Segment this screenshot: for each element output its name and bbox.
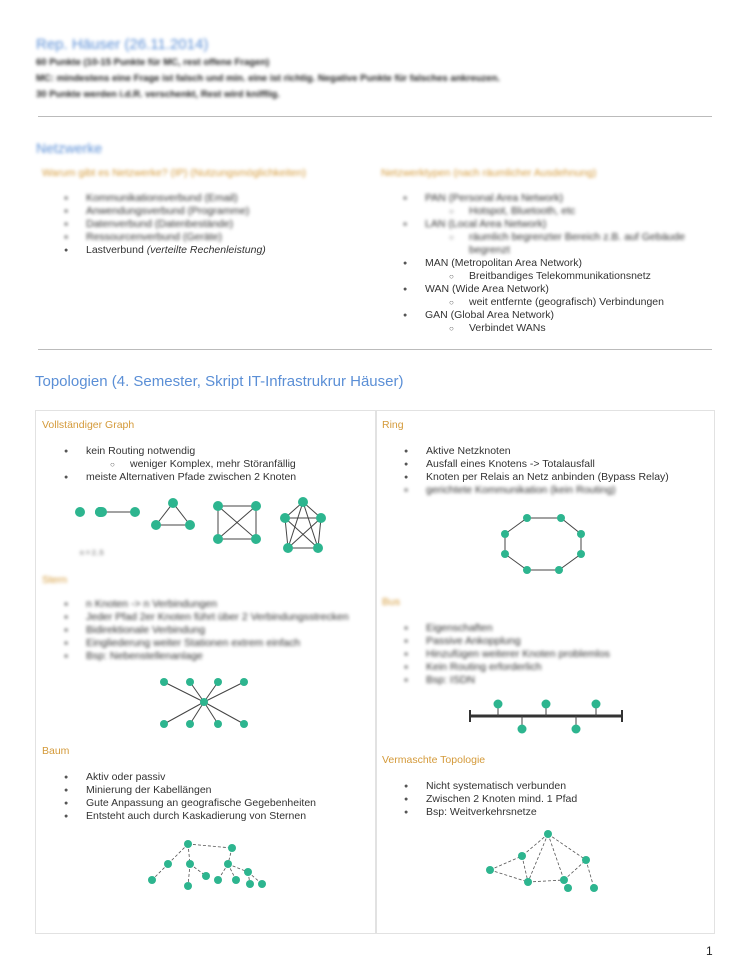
page-number: 1 bbox=[706, 944, 713, 958]
list-item: ● Eigenschaften bbox=[404, 622, 709, 635]
netzwerke-left-list bbox=[64, 192, 344, 257]
star-topology-diagram bbox=[150, 672, 260, 732]
netzwerke-right-list bbox=[403, 192, 713, 335]
heading-vollstaendiger-graph: Vollständiger Graph bbox=[42, 419, 135, 431]
list-item: ● Jeder Pfad 2er Knoten führt über 2 Verbindungsstrecken bbox=[64, 611, 374, 624]
section-title-topologien: Topologien (4. Semester, Skript IT-Infrastrukrur Häuser) bbox=[35, 373, 404, 390]
list-item: ● Ressourcenverbund (Geräte) bbox=[64, 231, 344, 244]
stern-list bbox=[64, 598, 374, 663]
list-item: ● WAN (Wide Area Network) bbox=[403, 283, 713, 296]
divider bbox=[38, 349, 712, 350]
list-item: ● Eingliederung weiter Stationen extrem einfach bbox=[64, 637, 374, 650]
list-item: ● Bidirektionale Verbindung bbox=[64, 624, 374, 637]
list-item: ● Anwendungsverbund (Programme) bbox=[64, 205, 344, 218]
list-item: ● GAN (Global Area Network) bbox=[403, 309, 713, 322]
list-item: ● kein Routing notwendig bbox=[64, 445, 374, 458]
list-subitem: ○ weniger Komplex, mehr Störanfällig bbox=[64, 458, 374, 471]
header-line-3: 30 Punkte werden i.d.R. verschenkt, Rest wird knifflig. bbox=[36, 89, 280, 100]
divider bbox=[38, 116, 712, 117]
list-item: ● Zwischen 2 Knoten mind. 1 Pfad bbox=[404, 793, 709, 806]
list-item: ● Knoten per Relais an Netz anbinden (Bypass Relay) bbox=[404, 471, 709, 484]
list-item: ● Kein Routing erforderlich bbox=[404, 661, 709, 674]
graph-caption: n = 2..5 bbox=[80, 550, 104, 557]
list-item: ● Nicht systematisch verbunden bbox=[404, 780, 709, 793]
list-subitem: ○ Verbindet WANs bbox=[403, 322, 713, 335]
bus-list bbox=[404, 622, 709, 687]
mesh-topology-diagram bbox=[482, 826, 612, 896]
list-item: ● Datenverbund (Datenbestände) bbox=[64, 218, 344, 231]
list-item: ● PAN (Personal Area Network) bbox=[403, 192, 713, 205]
header-line-1: 60 Punkte (10-15 Punkte für MC, rest offene Fragen) bbox=[36, 57, 270, 68]
list-subitem: ○ weit entfernte (geografisch) Verbindungen bbox=[403, 296, 713, 309]
list-item: ● Aktive Netzknoten bbox=[404, 445, 709, 458]
heading-bus: Bus bbox=[382, 596, 401, 608]
list-item: ● Bsp: ISDN bbox=[404, 674, 709, 687]
ring-list bbox=[404, 445, 709, 497]
vermascht-list bbox=[404, 780, 709, 819]
header-line-2: MC: mindestens eine Frage ist falsch und min. eine ist richtig. Negative Punkte für falsches ankreuzen. bbox=[36, 73, 501, 84]
list-subitem: ○ Hotspot, Bluetooth, etc bbox=[403, 205, 713, 218]
list-item: ● Gute Anpassung an geografische Gegebenheiten bbox=[64, 797, 374, 810]
list-subitem: ○ Breitbandiges Telekommunikationsnetz bbox=[403, 270, 713, 283]
list-item: ● Aktiv oder passiv bbox=[64, 771, 374, 784]
list-item: ● Bsp: Nebenstellenanlage bbox=[64, 650, 374, 663]
list-item: ● meiste Alternativen Pfade zwischen 2 Knoten bbox=[64, 471, 374, 484]
bus-topology-diagram bbox=[466, 696, 626, 736]
list-item: ● n Knoten -> n Verbindungen bbox=[64, 598, 374, 611]
list-subitem: ○ räumlich begrenzter Bereich z.B. auf Gebäude begrenzt bbox=[403, 231, 713, 257]
list-item: ● Ausfall eines Knotens -> Totalausfall bbox=[404, 458, 709, 471]
heading-baum: Baum bbox=[42, 745, 70, 757]
list-item: ● Passive Ankopplung bbox=[404, 635, 709, 648]
heading-stern: Stern bbox=[42, 574, 68, 586]
vollstaendig-list bbox=[64, 445, 374, 484]
list-item: ● Bsp: Weitverkehrsnetze bbox=[404, 806, 709, 819]
list-item: ● Minierung der Kabellängen bbox=[64, 784, 374, 797]
list-item: ● Kommunikationsverbund (Email) bbox=[64, 192, 344, 205]
heading-ring: Ring bbox=[382, 419, 404, 431]
ring-topology-diagram bbox=[495, 508, 595, 580]
baum-list bbox=[64, 771, 374, 823]
list-item: ● LAN (Local Area Network) bbox=[403, 218, 713, 231]
netzwerke-left-heading: Warum gibt es Netzwerke? (IP) (Nutzungsmöglichkeiten) bbox=[42, 167, 306, 179]
heading-vermaschte-topologie: Vermaschte Topologie bbox=[382, 754, 486, 766]
list-item: ● gerichtete Kommunikation (kein Routing) bbox=[404, 484, 709, 497]
page-title: Rep. Häuser (26.11.2014) bbox=[36, 36, 209, 53]
list-item: ● Hinzufügen weiterer Knoten problemlos bbox=[404, 648, 709, 661]
tree-topology-diagram bbox=[140, 836, 280, 896]
netzwerke-right-heading: Netzwerktypen (nach räumlicher Ausdehnung) bbox=[381, 167, 597, 179]
section-title-netzwerke: Netzwerke bbox=[36, 140, 103, 156]
list-item: ● Entsteht auch durch Kaskadierung von Sternen bbox=[64, 810, 374, 823]
list-item: ● Lastverbund (verteilte Rechenleistung) bbox=[64, 244, 344, 257]
list-item: ● MAN (Metropolitan Area Network) bbox=[403, 257, 713, 270]
